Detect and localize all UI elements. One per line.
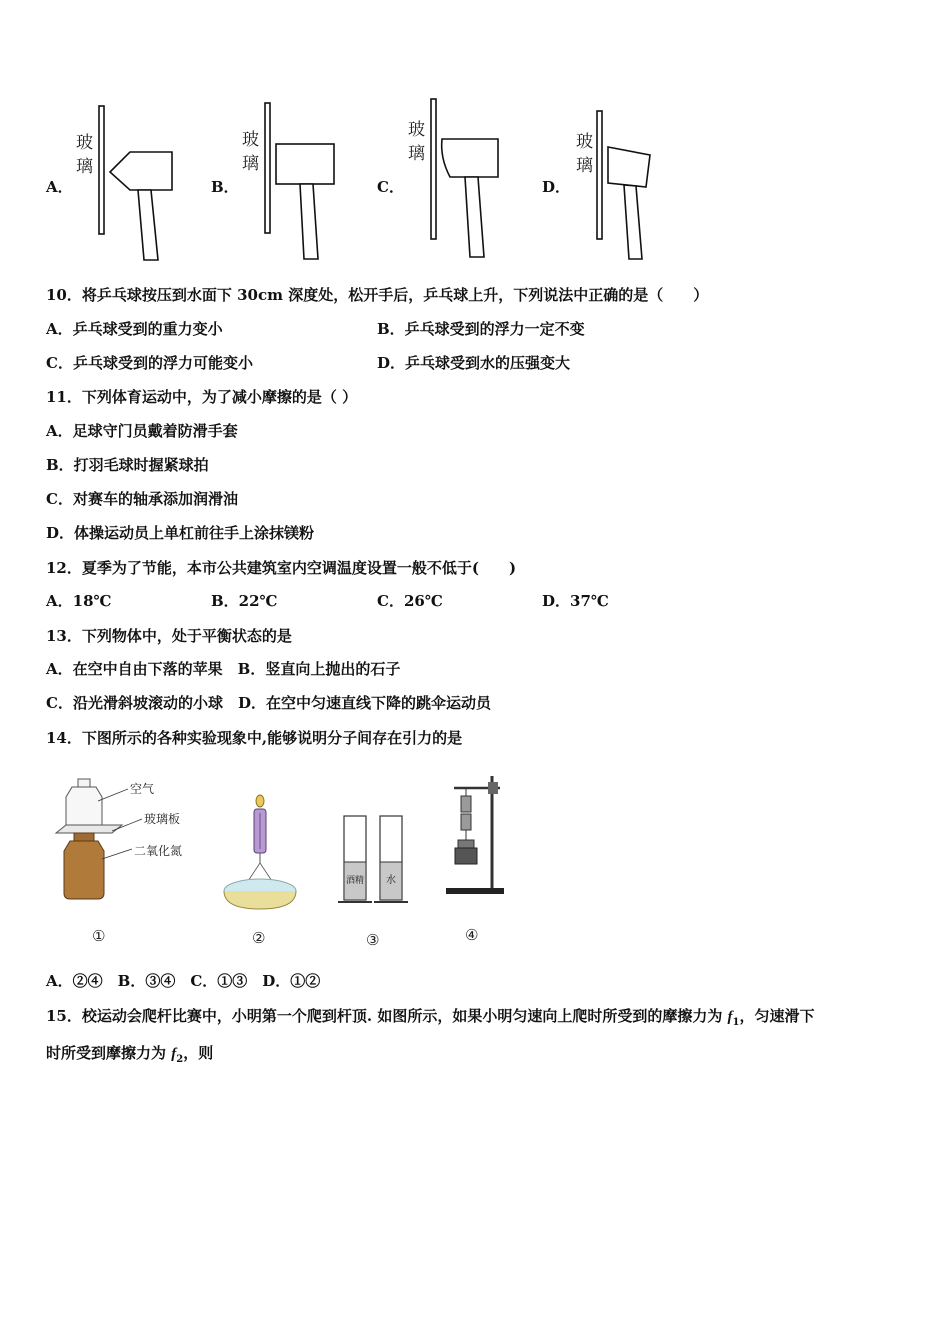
glass-label-1: 玻 [408, 120, 425, 140]
q13-options-cd: C．沿光滑斜坡滚动的小球 D．在空中匀速直线下降的跳伞运动员 [46, 694, 491, 712]
q10-option-d: D．乒乓球受到水的压强变大 [377, 354, 571, 372]
q15-f2-symbol: f [171, 1046, 177, 1062]
glass-label-2: 璃 [576, 156, 593, 176]
q15-line-1-end: ，匀速滑下 [739, 1007, 815, 1025]
q10-option-c: C．乒乓球受到的浮力可能变小 [46, 354, 253, 372]
figure-number-4: ④ [465, 926, 479, 944]
q14-figure-1 [50, 775, 200, 945]
q15-f2-subscript: 2 [176, 1054, 184, 1065]
q13-options-ab: A．在空中自由下落的苹果 B．竖直向上抛出的石子 [46, 660, 401, 678]
q12-option-d: D．37℃ [542, 592, 609, 610]
q11-option-b: B．打羽毛球时握紧球拍 [46, 456, 209, 474]
q12-stem: 12．夏季为了节能，本市公共建筑室内空调温度设置一般不低于( ) [46, 559, 517, 577]
q10-stem: 10．将乒乓球按压到水面下 30cm 深度处，松开手后，乒乓球上升，下列说法中正确的是（ ） [46, 286, 709, 304]
q9-option-a-figure [72, 100, 182, 265]
glass-label-2: 璃 [242, 154, 259, 174]
label-glass-plate: 玻璃板 [144, 812, 181, 826]
q14-options: A．②④ B．③④ C．①③ D．①② [46, 972, 321, 990]
q9-figures [0, 95, 950, 270]
q9-option-c-label: C． [377, 178, 404, 196]
glass-label-2: 璃 [76, 157, 93, 177]
q15-line-1-text: 15．校运动会爬杆比赛中，小明第一个爬到杆顶. 如图所示，如果小明匀速向上爬时所受到的摩擦力为 [46, 1007, 728, 1025]
label-water: 水 [386, 875, 396, 886]
q12-option-c: C．26℃ [377, 592, 443, 610]
glass-label-2: 璃 [408, 144, 425, 164]
q15-line-2 [46, 1043, 213, 1070]
q15-line-1 [46, 1006, 815, 1033]
q15-line-2-end: ，则 [183, 1044, 214, 1062]
q10-option-a: A．乒乓球受到的重力变小 [46, 320, 223, 338]
figure-number-3: ③ [366, 931, 380, 949]
q9-option-d-figure [570, 105, 680, 265]
q14-stem: 14．下图所示的各种实验现象中,能够说明分子间存在引力的是 [46, 729, 463, 747]
q12-option-b: B．22℃ [211, 592, 278, 610]
q14-figures [0, 765, 560, 955]
figure-number-2: ② [252, 929, 266, 947]
q11-stem: 11．下列体育运动中，为了减小摩擦的是（ ） [46, 388, 358, 406]
glass-label-1: 玻 [576, 132, 593, 152]
q14-figure-2 [222, 793, 307, 948]
q9-option-c-figure [404, 95, 514, 265]
q11-option-c: C．对赛车的轴承添加润滑油 [46, 490, 238, 508]
q11-option-d: D．体操运动员上单杠前往手上涂抹镁粉 [46, 524, 315, 542]
q9-option-d-label: D． [542, 178, 571, 196]
glass-label-1: 玻 [242, 130, 259, 150]
glass-label-1: 玻 [76, 133, 93, 153]
q12-option-a: A．18℃ [46, 592, 112, 610]
q15-line-2-text: 时所受到摩擦力为 [46, 1044, 172, 1062]
label-alcohol: 酒精 [346, 876, 365, 886]
label-air: 空气 [130, 782, 155, 796]
q13-stem: 13．下列物体中，处于平衡状态的是 [46, 627, 292, 645]
figure-number-1: ① [92, 927, 106, 945]
q15-f1-subscript: 1 [732, 1017, 740, 1028]
q9-option-a-label: A． [46, 178, 73, 196]
q9-option-b-figure [238, 97, 348, 265]
q9-option-b-label: B． [211, 178, 239, 196]
label-no2: 二氧化氮 [134, 844, 183, 858]
q14-figure-3 [336, 810, 416, 950]
q15-f1-symbol: f [727, 1009, 733, 1025]
q10-option-b: B．乒乓球受到的浮力一定不变 [377, 320, 585, 338]
q14-figure-4 [438, 770, 513, 950]
q11-option-a: A．足球守门员戴着防滑手套 [46, 422, 238, 440]
